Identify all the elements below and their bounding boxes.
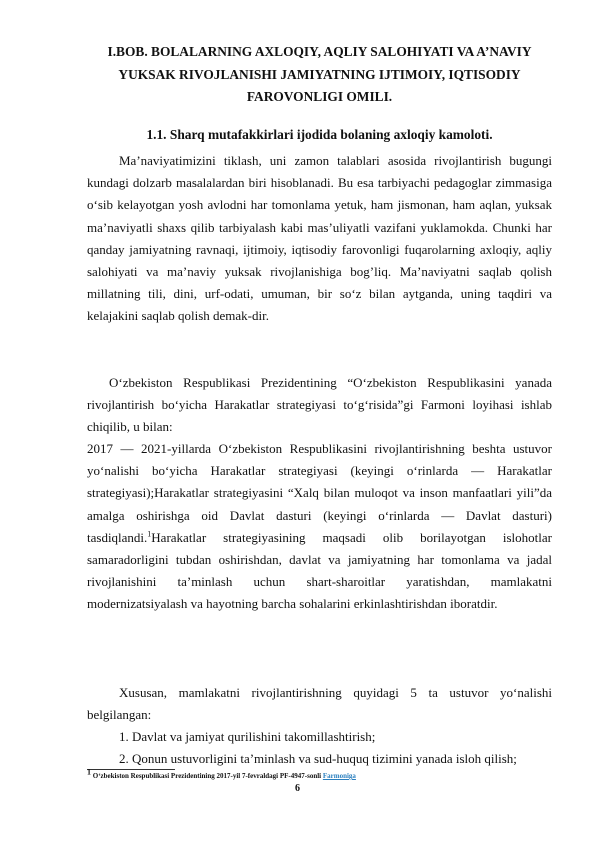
footnote-link[interactable]: Farmoniga xyxy=(322,772,356,780)
paragraph-decree: O‘zbekiston Respublikasi Prezidentining “O‘zbekiston Respublikasini yanada rivojlantirish bo‘yicha Harakatlar strategiyasi to‘g‘risida”gi Farmoni loyihasi ishlab chiqilib, u bilan: xyxy=(87,375,552,435)
footnote-divider xyxy=(87,769,175,770)
paragraph-strategy-part1: 2017 — 2021-yillarda O‘zbekiston Respublikasini rivojlantirishning beshta ustuvor yo‘nalishi bo‘yicha Harakatlar strategiyasi (keyingi o‘rinlarda — Harakatlar strategiyasi);Harakatlar strategiyasini “Xalq bilan muloqot va inson manfaatlari yili”da amalga oshirishga oid Davlat dasturi (keyingi o‘rinlarda — Davlat dasturi) tasdiqlandi. xyxy=(87,441,552,545)
footnote-number: 1 xyxy=(87,767,91,777)
list-item-1: 1. Davlat va jamiyat qurilishini takomillashtirish; xyxy=(119,729,376,744)
footnote-text: O‘zbekiston Respublikasi Prezidentining 2017-yil 7-fevraldagi PF-4947-sonli xyxy=(92,772,323,780)
paragraph-intro: Ma’naviyatimizini tiklash, uni zamon talablari asosida rivojlantirish bugungi kundagi dolzarb masalalardan biri hisoblanadi. Bu esa tarbiyachi pedagoglar zimmasiga o‘sib kelayotgan yosh avlodni har tomonlama yetuk, ham jismonan, ham aqlan, yuksak ma’naviyatli shaxs qilib tarbiyalash kabi mas’uliyatli vazifani yuklamokda. Chunki har qanday jamiyatning ravnaqi, ijtimoiy, iqtisodiy farovonligi fuqarolarning axloqiy, aqliy salohiyati va ma’naviy yuksak rivojlanishiga bog’liq. Ma’naviyatni saqlab qolish millatning tili, dini, urf-odati, umuman, bir so‘z bilan aytganda, uning taqdiri va kelajakini saqlab qolish demak-dir. xyxy=(87,153,552,324)
list-item-2: 2. Qonun ustuvorligini ta’minlash va sud-huquq tizimini yanada isloh qilish; xyxy=(119,751,517,766)
section-title: 1.1. Sharq mutafakkirlari ijodida bolaning axloqiy kamoloti. xyxy=(146,127,493,142)
chapter-title: I.BOB. BOLALARNING AXLOQIY, AQLIY SALOHIYATI VA A’NAVIY YUKSAK RIVOJLANISHI JAMIYATNING IJTIMOIY, IQTISODIY FAROVONLIGI OMILI. xyxy=(107,44,532,104)
paragraph-priorities: Xususan, mamlakatni rivojlantirishning quyidagi 5 ta ustuvor yo‘nalishi belgilangan: xyxy=(87,685,552,723)
footnote xyxy=(87,767,356,781)
paragraph-strategy-part2: Harakatlar strategiyasining maqsadi olib borilayotgan islohotlar samaradorligini tubdan oshirishdan, davlat va jamiyatning har tomonlama va jadal rivojlanishini ta’minlash uchun shart-sharoitlar yaratishdan, mamlakatni modernizatsiyalash va hayotning barcha sohalarini erkinlashtirishdan iboratdir. xyxy=(87,529,552,612)
page-number: 6 xyxy=(295,783,300,794)
footnote-reference[interactable]: 1 xyxy=(147,529,152,539)
paragraph-strategy xyxy=(87,438,552,616)
